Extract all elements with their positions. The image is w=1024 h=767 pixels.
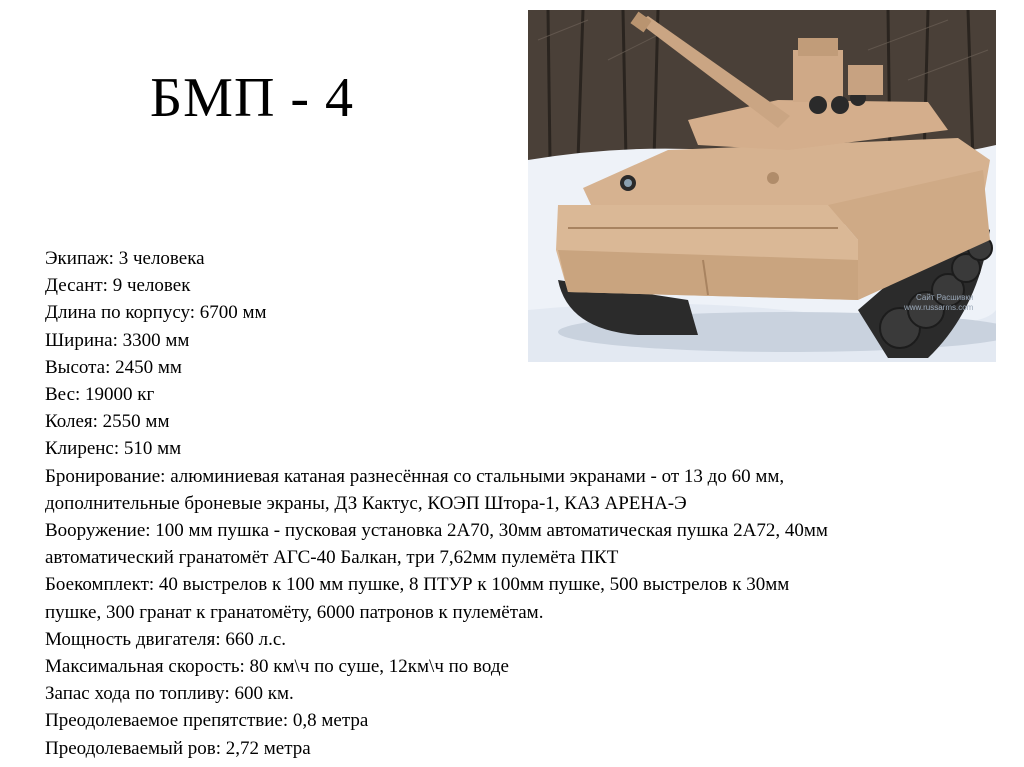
watermark-url: www.russarms.com bbox=[904, 303, 974, 312]
spec-obstacle: Преодолеваемое препятствие: 0,8 метра bbox=[45, 710, 369, 732]
spec-trench: Преодолеваемый ров: 2,72 метра bbox=[45, 737, 311, 759]
spec-track-gauge: Колея: 2550 мм bbox=[45, 411, 170, 433]
spec-crew: Экипаж: 3 человека bbox=[45, 248, 205, 269]
spec-weight: Вес: 19000 кг bbox=[45, 384, 155, 406]
spec-height: Высота: 2450 мм bbox=[45, 356, 182, 378]
spec-width: Ширина: 3300 мм bbox=[45, 329, 190, 351]
slide-title: БМП - 4 bbox=[150, 67, 355, 129]
spec-engine-power: Мощность двигателя: 660 л.с. bbox=[45, 628, 287, 650]
spec-max-speed: Максимальная скорость: 80 км\ч по суше, 12км\ч по воде bbox=[45, 656, 509, 678]
spec-ammunition: Боекомплект: 40 выстрелов к 100 мм пушке, 8 ПТУР к 100мм пушке, 500 выстрелов к 30мм bbox=[45, 574, 790, 596]
spec-list bbox=[45, 245, 1015, 762]
spec-hull-length: Длина по корпусу: 6700 мм bbox=[45, 302, 267, 324]
spec-armor-cont: дополнительные броневые экраны, ДЗ Кактус, КОЭП Штора-1, КАЗ АРЕНА-Э bbox=[45, 492, 687, 514]
spec-armament-cont: автоматический гранатомёт АГС-40 Балкан, три 7,62мм пулемёта ПКТ bbox=[45, 547, 619, 569]
watermark-site: Сайт Расшивки bbox=[916, 293, 974, 302]
spec-troops: Десант: 9 человек bbox=[45, 275, 191, 297]
spec-range: Запас хода по топливу: 600 км. bbox=[45, 683, 294, 705]
spec-armament: Вооружение: 100 мм пушка - пусковая установка 2А70, 30мм автоматическая пушка 2А72, 40мм bbox=[45, 520, 828, 542]
spec-ground-clearance: Клиренс: 510 мм bbox=[45, 438, 182, 460]
spec-ammunition-cont: пушке, 300 гранат к гранатомёту, 6000 патронов к пулемётам. bbox=[45, 601, 544, 623]
spec-armor: Бронирование: алюминиевая катаная разнесённая со стальными экранами - от 13 до 60 мм, bbox=[45, 465, 785, 487]
